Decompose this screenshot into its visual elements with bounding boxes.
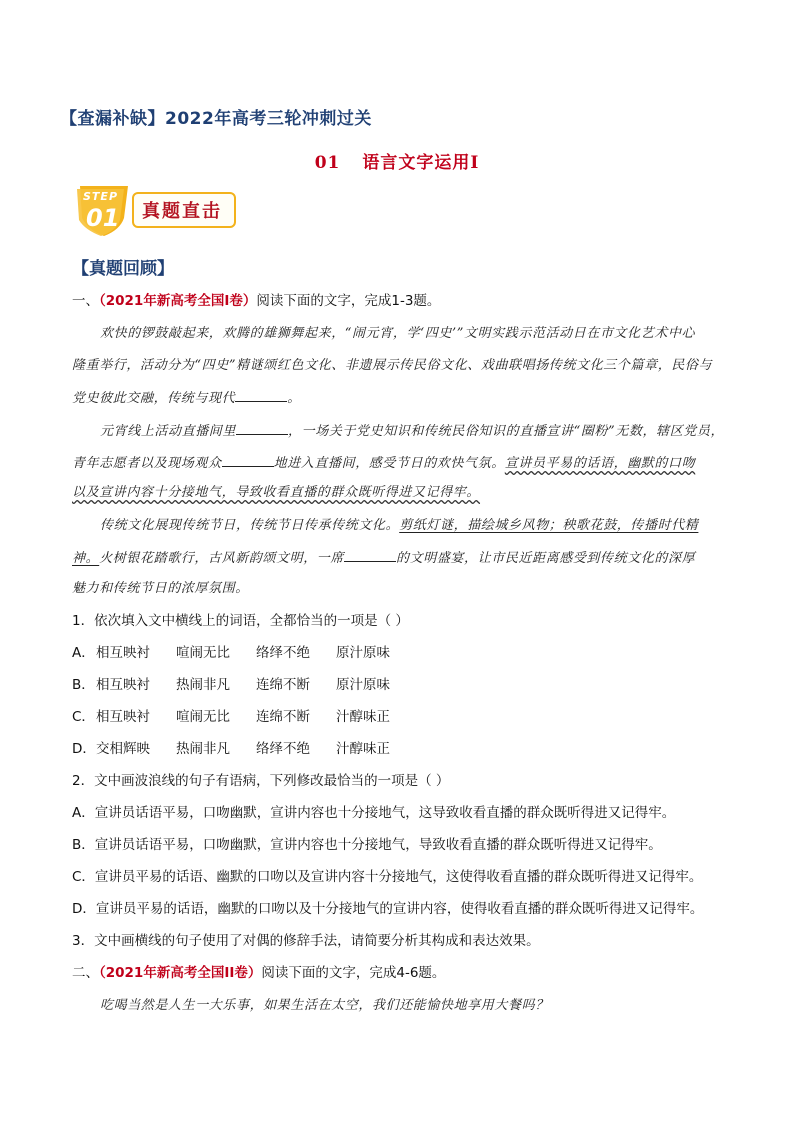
option-word: 喧闹无比 [176,709,230,725]
option-letter: B． [72,677,95,693]
step-word: STEP [83,190,119,203]
q1-p3-line2-c: 的文明盛宴，让市民近距离感受到传统文化的深厚 [396,551,696,566]
wavy-sentence-part1: 宣讲员平易的话语，幽默的口吻 [504,456,696,471]
q1-p3-line1 [100,516,698,536]
option-word: 交相辉映 [96,741,150,757]
q1-p3-line3: 魅力和传统节日的浓厚氛围。 [72,581,249,596]
q1-intro: 阅读下面的文字，完成1-3题。 [256,293,441,309]
q1-p2-line1-a: 元宵线上活动直播间里 [100,424,237,439]
sub-heading: 【真题回顾】 [72,259,174,279]
q1-p3-line1-a: 传统文化展现传统节日，传统节日传承传统文化。 [100,518,400,533]
document-header [60,104,372,129]
step-number: 01 [86,204,120,232]
option-2b: B．宣讲员话语平易，口吻幽默，宣讲内容也十分接地气，导致收看直播的群众既听得进又记得牢。 [72,837,662,853]
option-word: 汁醇味正 [336,709,390,725]
q1-p2-line1-b: ，一场关于党史知识和传统民俗知识的直播宣讲“圈粉”无数，辖区党员， [288,424,725,439]
option-letter: D． [72,741,96,757]
question-3: 3．文中画横线的句子使用了对偶的修辞手法，请简要分析其构成和表达效果。 [72,933,540,949]
option-1a [72,643,416,663]
option-word: 相互映衬 [96,645,150,661]
step-shield-icon [74,184,132,238]
option-word: 原汁原味 [336,645,390,661]
underlined-sentence-part1: 剪纸灯谜，描绘城乡风物；秧歌花鼓，传播时代精 [399,518,699,533]
option-2d: D．宣讲员平易的话语，幽默的口吻以及十分接地气的宣讲内容，使得收看直播的群众既听得进又记得牢。 [72,901,704,917]
section-number: 01 [314,153,341,173]
q1-p2-line3 [72,483,480,503]
option-word: 连绵不断 [256,677,310,693]
q2-header [72,963,445,983]
option-word: 喧闹无比 [176,645,230,661]
fill-blank-3 [222,452,274,467]
q1-p3-line2-b: 火树银花踏歌行，古风新韵颂文明，一席 [99,551,345,566]
q1-p2-line2 [72,452,695,474]
fill-blank-1 [235,387,287,402]
q1-p1-line3-end: 。 [287,391,301,406]
q1-source: （2021年新高考全国I卷） [99,293,257,309]
header-bracket-right: 】 [147,109,165,129]
option-word: 热闹非凡 [176,677,230,693]
option-word: 连绵不断 [256,709,310,725]
option-word: 汁醇味正 [336,741,390,757]
option-word: 络绎不绝 [256,645,310,661]
header-title: 2022年高考三轮冲刺过关 [165,109,372,129]
q1-p1-line3 [72,387,301,409]
option-word: 相互映衬 [96,677,150,693]
q1-p2-line2-a: 青年志愿者以及现场观众 [72,456,222,471]
q2-p1: 吃喝当然是人生一大乐事，如果生活在太空，我们还能愉快地享用大餐吗？ [100,998,549,1013]
q1-p2-line2-b: 地进入直播间，感受节日的欢快气氛。 [273,456,505,471]
option-word: 相互映衬 [96,709,150,725]
q2-source: （2021年新高考全国II卷） [99,965,262,981]
q1-p3-line2 [72,547,695,569]
step-label: 真题直击 [142,201,222,222]
option-word: 络绎不绝 [256,741,310,757]
fill-blank-2 [236,420,288,435]
q2-intro: 阅读下面的文字，完成4-6题。 [261,965,446,981]
option-1b [72,675,416,695]
option-word: 原汁原味 [336,677,390,693]
q1-p1-line1: 欢快的锣鼓敲起来，欢腾的雄狮舞起来，“闹元宵，学‘四史’”文明实践示范活动日在市文化艺术中心 [100,326,696,341]
section-name: 语言文字运用Ⅰ [362,153,480,173]
header-bracket-left: 【 [60,109,78,129]
option-2c: C．宣讲员平易的话语、幽默的口吻以及宣讲内容十分接地气，这使得收看直播的群众既听得进又记得牢。 [72,869,703,885]
q1-p1-line3-text: 党史彼此交融，传统与现代 [72,391,236,406]
option-word: 热闹非凡 [176,741,230,757]
q1-p1-line2: 隆重举行，活动分为“四史”精谜颂红色文化、非遗展示传民俗文化、戏曲联唱扬传统文化三个篇章，民俗与 [72,358,713,373]
option-1c [72,707,416,727]
option-letter: A． [72,645,95,661]
section-title [0,148,794,173]
step-badge [74,184,234,234]
fill-blank-4 [344,547,396,562]
underlined-sentence-part2: 神。 [72,551,100,566]
wavy-sentence-part2: 以及宣讲内容十分接地气，导致收看直播的群众既听得进又记得牢。 [72,485,481,500]
q1-prefix: 一、 [72,293,99,309]
header-tag: 查漏补缺 [77,109,148,129]
option-letter: C． [72,709,95,725]
q1-header [72,291,440,311]
q1-p2-line1 [100,420,724,442]
option-1d [72,739,416,759]
option-2a: A．宣讲员话语平易，口吻幽默，宣讲内容也十分接地气，这导致收看直播的群众既听得进又记得牢。 [72,805,676,821]
q2-prefix: 二、 [72,965,99,981]
question-2: 2．文中画波浪线的句子有语病，下列修改最恰当的一项是（ ） [72,773,450,789]
question-1: 1．依次填入文中横线上的词语，全都恰当的一项是（ ） [72,613,409,629]
